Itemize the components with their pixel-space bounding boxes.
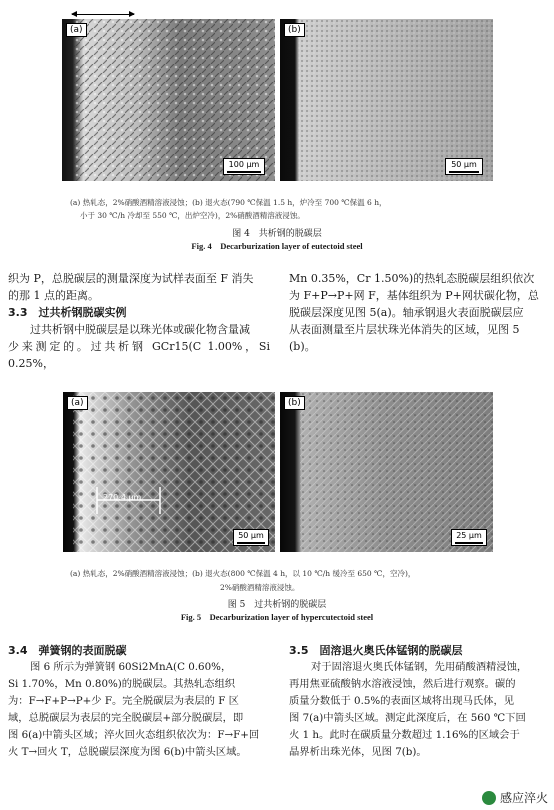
text-line: Si 1.70%，Mn 0.80%)的脱碳层。其热轧态组织 — [8, 678, 236, 690]
text-line: 对于固溶退火奥氏体锰钢，先用硝酸酒精浸蚀， — [311, 661, 528, 673]
text-line: 脱碳层深度见图 5(a)。轴承钢退火表面脱碳层应 — [289, 306, 524, 319]
fig5-caption-line1: (a) 热轧态，2%硝酸酒精溶液浸蚀；(b) 退火态(800 ℃保温 4 h，以 10 ℃/h 缓冷至 650 ℃，空冷)， — [70, 569, 416, 578]
text-line: 为：F→F+P→P+少 F。完全脱碳层为表层的 F 区 — [8, 695, 239, 707]
fig5-panel-a-measure-label: 270.4 μm — [103, 493, 142, 502]
section-3-4-heading: 3.4 弹簧钢的表面脱碳 — [8, 644, 127, 657]
text-line: Mn 0.35%，Cr 1.50%)的热轧态脱碳层组织依次 — [289, 272, 535, 285]
text-line: 从表面测量至片层状珠光体消失的区域，见图 5 — [289, 323, 520, 336]
text-line: 图 6(a)中箭头区域；淬火回火态组织依次为：F→F+回 — [8, 729, 260, 741]
fig5-panel-a-scalebar: 50 μm — [233, 529, 269, 546]
fig4-panel-b-micrograph — [280, 19, 493, 181]
fig4-caption-line1: (a) 热轧态，2%硝酸酒精溶液浸蚀；(b) 退火态(790 ℃保温 1.5 h，炉冷至 700 ℃保温 6 h， — [70, 198, 387, 207]
wechat-logo-icon — [482, 791, 496, 805]
fig4-panel-a-micrograph — [62, 19, 275, 181]
text-line: 质量分数低于 0.5%的表面区域将出现马氏体，见 — [289, 695, 515, 707]
text-line: 火 1 h。此时在碳质量分数超过 1.16%的区域会于 — [289, 729, 520, 741]
section-3-5-heading: 3.5 固溶退火奥氏体锰钢的脱碳层 — [289, 644, 463, 657]
text-line: 图 7(a)中箭头区域。测定此深度后，在 560 ℃下回 — [289, 712, 526, 724]
fig4b-texture — [280, 19, 493, 181]
fig4-panel-a-scalebar: 100 μm — [223, 158, 265, 175]
text-line: 晶界析出珠光体，见图 7(b)。 — [289, 746, 427, 758]
text-line: 再用焦亚硫酸钠水溶液浸蚀，然后进行观察。碳的 — [289, 678, 516, 690]
fig5-panel-b-label: (b) — [284, 396, 305, 410]
text-block2-right — [289, 642, 551, 761]
fig4-panel-b-label: (b) — [284, 23, 305, 37]
fig5a-texture — [63, 392, 275, 552]
fig5-panel-b-micrograph — [280, 392, 493, 552]
fig4-panel-a-label: (a) — [66, 23, 87, 37]
fig4-title-cn: 图 4 共析钢的脱碳层 — [232, 229, 322, 239]
section-3-3-heading: 3.3 过共析钢脱碳实例 — [8, 306, 127, 319]
text-line: 域，总脱碳层为表层的完全脱碳层+部分脱碳层，即 — [8, 712, 244, 724]
text-line: 织为 P，总脱碳层的测量深度为试样表面至 F 消失 — [8, 272, 254, 285]
fig4-caption-line2: 小于 30 ℃/h 冷却至 550 ℃，出炉空冷)，2%硝酸酒精溶液浸蚀。 — [80, 211, 305, 220]
text-line: 图 6 所示为弹簧钢 60Si2MnA(C 0.60%， — [30, 661, 232, 673]
fig5-panel-a-label: (a) — [67, 396, 88, 410]
fig5-title-cn: 图 5 过共析钢的脱碳层 — [227, 600, 327, 610]
text-line: 少来测定的。过共析钢 GCr15(C 1.00%，Si 0.25%， — [8, 340, 270, 370]
text-line: 过共析钢中脱碳层是以珠光体或碳化物含量减 — [30, 323, 250, 336]
watermark — [482, 789, 548, 806]
fig4-panel-b-scalebar: 50 μm — [445, 158, 483, 175]
text-line: 火 T→回火 T，总脱碳层深度为图 6(b)中箭头区域。 — [8, 746, 247, 758]
fig4-title-en: Fig. 4 Decarburization layer of eutectoid steel — [191, 241, 363, 251]
text-line: 的那 1 点的距离。 — [8, 289, 99, 302]
fig4-depth-arrow — [72, 14, 134, 15]
fig5-panel-b-scalebar: 25 μm — [451, 529, 487, 546]
watermark-text: 感应淬火 — [499, 791, 548, 805]
text-line: 为 F+P→P+网 F，基体组织为 P+网状碳化物，总 — [289, 289, 539, 302]
fig5-caption-line2: 2%硝酸酒精溶液浸蚀。 — [220, 583, 300, 592]
fig5b-texture — [280, 392, 493, 552]
fig4a-texture — [62, 19, 275, 181]
fig5-title-en: Fig. 5 Decarburization layer of hypercutectoid steel — [180, 612, 374, 622]
text-block1-right — [289, 270, 551, 355]
text-block1-left — [8, 270, 270, 372]
text-block2-left — [8, 642, 270, 761]
fig5-panel-a-micrograph — [63, 392, 275, 552]
text-line: (b)。 — [289, 340, 316, 353]
